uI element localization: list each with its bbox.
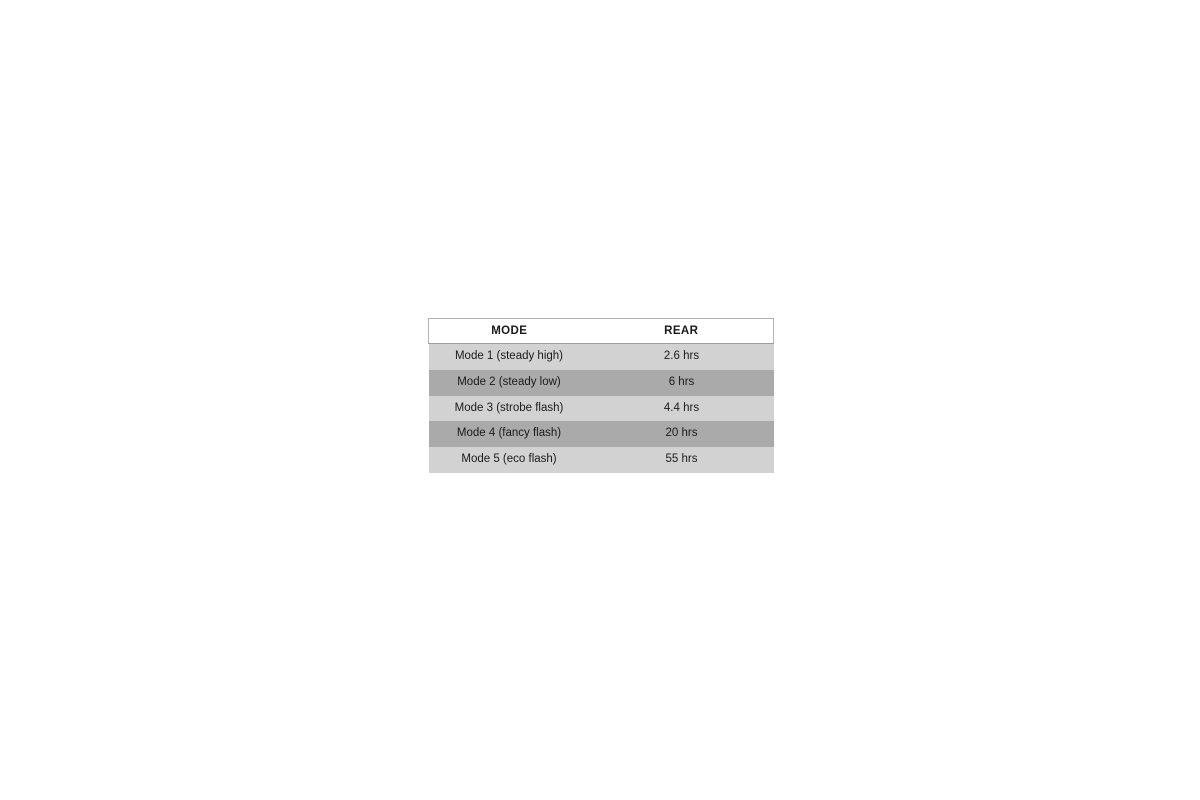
cell-rear: 55 hrs (590, 447, 774, 473)
column-header-mode: MODE (429, 319, 590, 344)
table-row (429, 421, 774, 447)
table-row (429, 344, 774, 370)
cell-rear: 6 hrs (590, 370, 774, 396)
mode-runtime-table-container (428, 318, 773, 473)
cell-rear: 2.6 hrs (590, 344, 774, 370)
table-body (429, 344, 774, 473)
table-row (429, 396, 774, 422)
cell-mode: Mode 2 (steady low) (429, 370, 590, 396)
cell-mode: Mode 4 (fancy flash) (429, 421, 590, 447)
column-header-rear: REAR (590, 319, 774, 344)
cell-mode: Mode 1 (steady high) (429, 344, 590, 370)
table-header-row (429, 319, 774, 344)
cell-mode: Mode 3 (strobe flash) (429, 396, 590, 422)
table-row (429, 370, 774, 396)
cell-rear: 20 hrs (590, 421, 774, 447)
cell-mode: Mode 5 (eco flash) (429, 447, 590, 473)
cell-rear: 4.4 hrs (590, 396, 774, 422)
mode-runtime-table (428, 318, 774, 473)
table-header (429, 319, 774, 344)
table-row (429, 447, 774, 473)
